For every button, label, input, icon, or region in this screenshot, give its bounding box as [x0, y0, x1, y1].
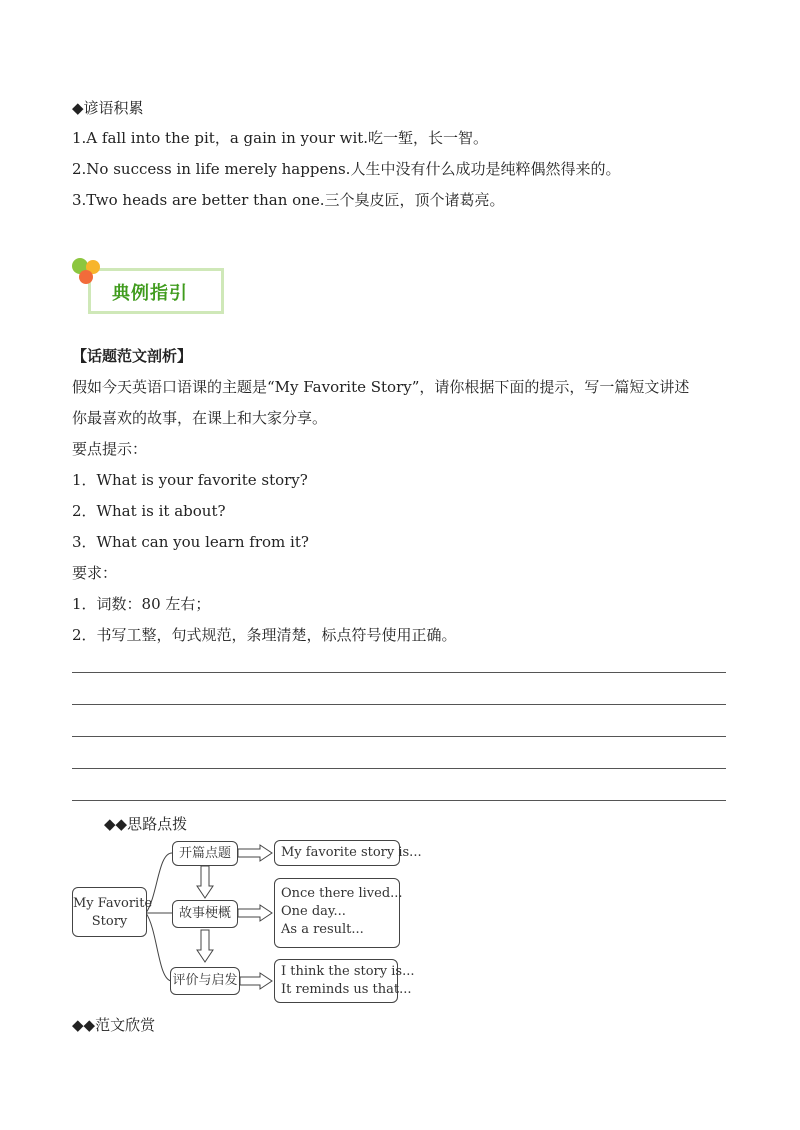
arrow-step2-detail2	[238, 905, 272, 921]
proverb-item-3: 3.Two heads are better than one.三个臭皮匠，顶个诸葛亮。	[72, 191, 505, 209]
requirement-item-1: 1．词数：80 左右；	[72, 595, 211, 613]
hint-item-1: 1．What is your favorite story?	[72, 471, 308, 489]
requirement-item-2: 2．书写工整，句式规范，条理清楚，标点符号使用正确。	[72, 626, 457, 644]
thinking-heading: ◆◆思路点拨	[104, 815, 188, 833]
mind-map-root	[72, 887, 153, 937]
arrow-step1-detail1	[238, 845, 272, 861]
mind-map-step-1-label: 开篇点题	[178, 846, 231, 861]
detail-1-line1: My favorite story is...	[281, 845, 422, 860]
detail-2-line1: Once there lived...	[281, 886, 403, 901]
sample-heading: ◆◆范文欣赏	[72, 1016, 156, 1034]
detail-3-line2: It reminds us that...	[281, 982, 412, 997]
requirements-label: 要求：	[72, 564, 118, 582]
hints-label: 要点提示：	[72, 440, 148, 458]
detail-2-line2: One day...	[281, 904, 346, 919]
mind-map-root-line1: My Favorite	[73, 896, 153, 911]
proverbs-heading: ◆谚语积累	[72, 99, 144, 117]
topic-prompt-line2: 你最喜欢的故事，在课上和大家分享。	[72, 409, 328, 427]
topic-heading: 【话题范文剖析】	[72, 347, 193, 365]
mind-map-detail-3	[274, 959, 415, 1003]
arrow-step1-step2	[197, 866, 213, 898]
mind-map-step-3	[170, 967, 240, 995]
detail-3-line1: I think the story is...	[281, 964, 415, 979]
detail-2-line3: As a result...	[281, 922, 364, 937]
hint-item-2: 2．What is it about?	[72, 502, 226, 520]
mind-map-detail-2	[274, 878, 403, 948]
mind-map-root-line2: Story	[91, 914, 128, 929]
proverb-item-1: 1.A fall into the pit，a gain in your wit.吃一堑，长一智。	[72, 129, 489, 147]
mind-map-detail-1	[274, 840, 422, 866]
hint-item-3: 3．What can you learn from it?	[72, 533, 309, 551]
banner-label: 典例指引	[112, 283, 188, 304]
mind-map-step-2	[172, 900, 238, 928]
arrow-step2-step3	[197, 930, 213, 962]
arrow-step3-detail3	[240, 973, 272, 989]
connector-root-step3	[146, 913, 172, 981]
mind-map-step-1	[172, 841, 238, 866]
topic-prompt-line1: 假如今天英语口语课的主题是“My Favorite Story”，请你根据下面的提示，写一篇短文讲述	[72, 378, 690, 396]
mind-map-step-3-label: 评价与启发	[172, 973, 238, 988]
mind-map-step-2-label: 故事梗概	[178, 906, 231, 921]
proverb-item-2: 2.No success in life merely happens.人生中没有什么成功是纯粹偶然得来的。	[72, 160, 621, 178]
